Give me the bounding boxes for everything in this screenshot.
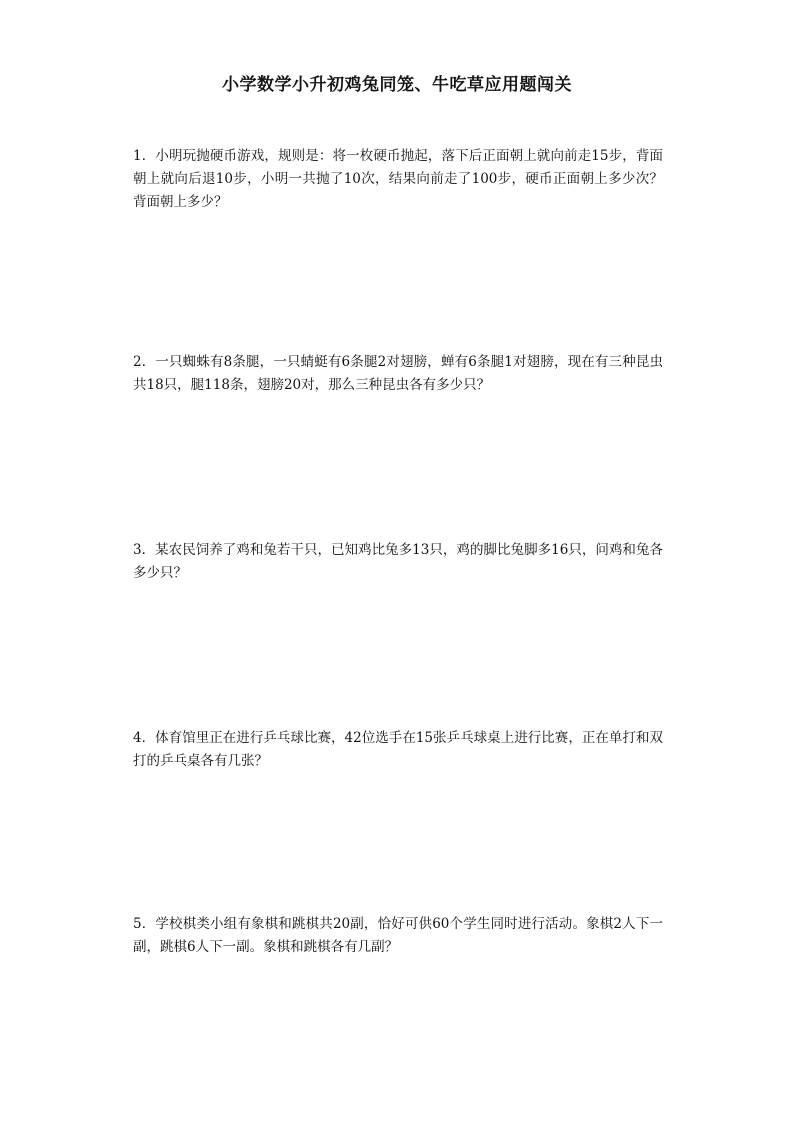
question-4: 4．体育馆里正在进行乒乓球比赛，42位选手在15张乒乓球桌上进行比赛，正在单打和双打的乒乓桌各有几张？ <box>133 730 663 769</box>
question-1: 1．小明玩抛硬币游戏，规则是：将一枚硬币抛起，落下后正面朝上就向前走15步，背面朝上就向后退10步，小明一共抛了10次，结果向前走了100步，硬币正面朝上多少次？背面朝上多少？ <box>133 148 663 210</box>
question-3: 3．某农民饲养了鸡和兔若干只，已知鸡比兔多13只，鸡的脚比兔脚多16只，问鸡和兔各多少只？ <box>133 542 663 581</box>
question-5: 5．学校棋类小组有象棋和跳棋共20副，恰好可供60个学生同时进行活动。象棋2人下一副，跳棋6人下一副。象棋和跳棋各有几副？ <box>133 916 663 955</box>
question-2: 2．一只蜘蛛有8条腿，一只蜻蜓有6条腿2对翅膀，蝉有6条腿1对翅膀，现在有三种昆虫共18只，腿118条，翅膀20对，那么三种昆虫各有多少只？ <box>133 354 663 393</box>
page-title: 小学数学小升初鸡兔同笼、牛吃草应用题闯关 <box>222 75 572 95</box>
